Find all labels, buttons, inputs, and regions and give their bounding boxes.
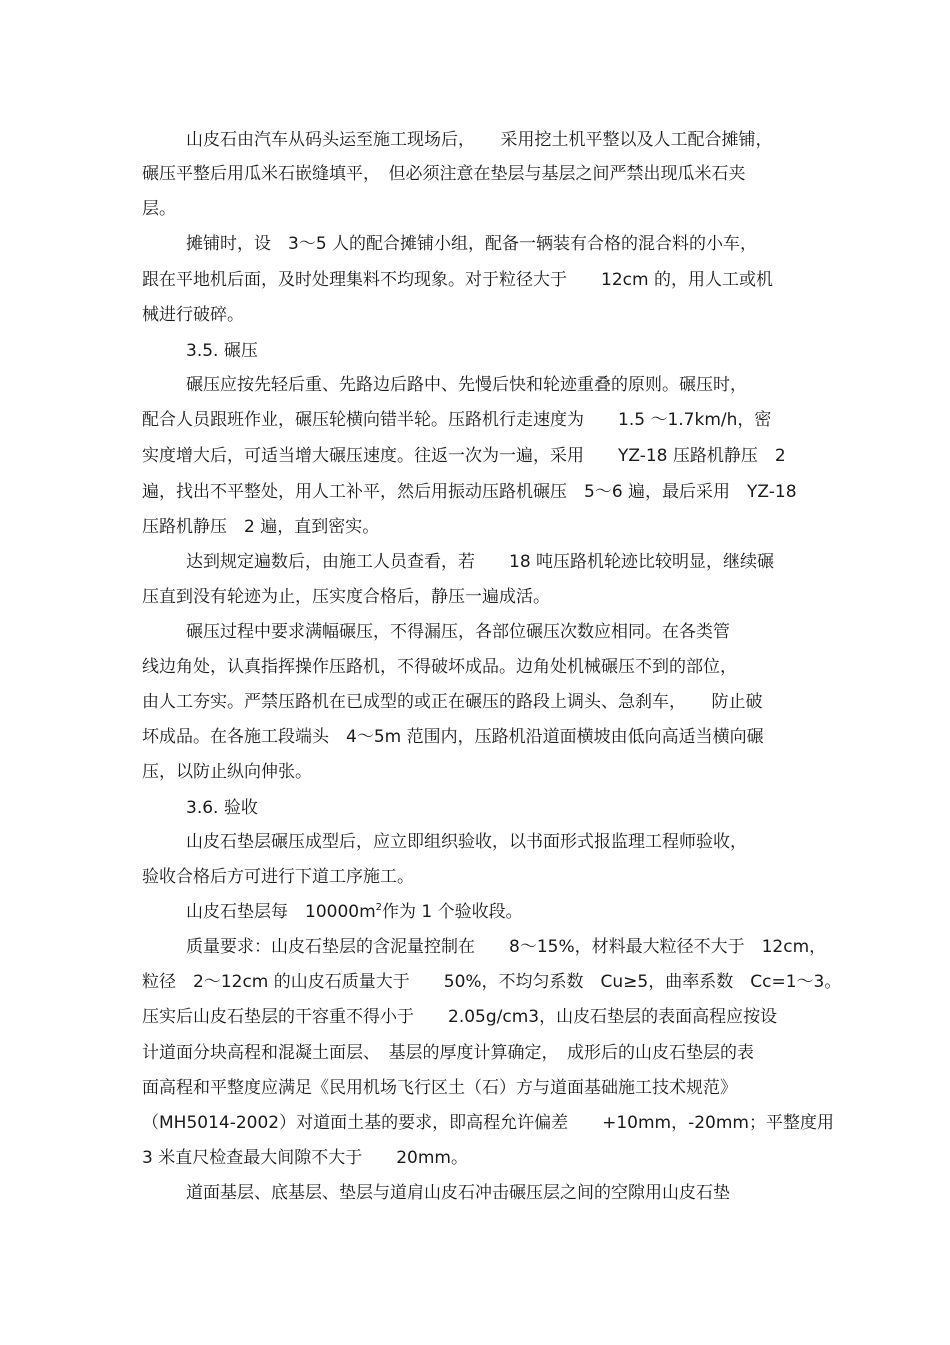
text-line: 压实后山皮石垫层的干容重不得小于 2.05g/cm3，山皮石垫层的表面高程应按设 (142, 1007, 778, 1027)
text-line: 碾压应按先轻后重、先路边后路中、先慢后快和轮迹重叠的原则。碾压时， (186, 375, 747, 395)
text-line: 粒径 2～12cm 的山皮石质量大于 50%，不均匀系数 Cu≥5，曲率系数 Cc=1～3。 (142, 972, 842, 992)
text-line: 摊铺时，设 3～5 人的配合摊铺小组，配备一辆装有合格的混合料的小车， (186, 234, 758, 254)
text-line: 线边角处，认真指挥操作压路机，不得破坏成品。边角处机械碾压不到的部位， (142, 657, 737, 677)
text-line: 计道面分块高程和混凝土面层、 基层的厚度计算确定， 成形后的山皮石垫层的表 (142, 1043, 754, 1063)
text-line: 碾压平整后用瓜米石嵌缝填平， 但必须注意在垫层与基层之间严禁出现瓜米石夹 (142, 164, 746, 184)
text-line: 验收合格后方可进行下道工序施工。 (142, 867, 414, 887)
text-line: 面高程和平整度应满足《民用机场飞行区土（石）方与道面基础施工技术规范》 (142, 1078, 737, 1098)
text-line: （MH5014-2002）对道面土基的要求，即高程允许偏差 +10mm，-20mm；平整度用 (142, 1113, 834, 1133)
text-line: 由人工夯实。严禁压路机在已成型的或正在碾压的路段上调头、急刹车， 防止破 (142, 692, 763, 712)
text-line: 道面基层、底基层、垫层与道肩山皮石冲击碾压层之间的空隙用山皮石垫 (186, 1183, 730, 1203)
text-line: 跟在平地机后面，及时处理集料不均现象。对于粒径大于 12cm 的，用人工或机 (142, 270, 773, 290)
text-line: 山皮石垫层碾压成型后，应立即组织验收，以书面形式报监理工程师验收， (186, 832, 747, 852)
superscript: 2 (375, 902, 383, 913)
text-line: 山皮石由汽车从码头运至施工现场后， 采用挖土机平整以及人工配合摊铺， (186, 130, 773, 150)
text-line: 层。 (142, 199, 176, 219)
text-line: 压路机静压 2 遍，直到密实。 (142, 517, 380, 537)
text-line: 实度增大后，可适当增大碾压速度。往返一次为一遍，采用 YZ-18 压路机静压 2 (142, 446, 786, 466)
text-line: 质量要求：山皮石垫层的含泥量控制在 8～15%，材料最大粒径不大于 12cm， (186, 937, 827, 957)
text-segment: 山皮石垫层每 10000m (186, 902, 376, 922)
text-line: 碾压过程中要求满幅碾压，不得漏压，各部位碾压次数应相同。在各类管 (186, 622, 730, 642)
text-segment: 作为 1 个验收段。 (382, 902, 523, 922)
section-heading: 3.5. 碾压 (186, 341, 258, 361)
text-line: 遍，找出不平整处，用人工补平，然后用振动压路机碾压 5～6 遍，最后采用 YZ-18 (142, 482, 797, 502)
text-line (186, 897, 523, 927)
text-line: 压，以防止纵向伸张。 (142, 762, 312, 782)
text-line: 坏成品。在各施工段端头 4～5m 范围内，压路机沿道面横坡由低向高适当横向碾 (142, 727, 764, 747)
section-heading: 3.6. 验收 (186, 798, 258, 818)
text-line: 3 米直尺检查最大间隙不大于 20mm。 (142, 1148, 468, 1168)
text-line: 械进行破碎。 (142, 305, 244, 325)
text-line: 压直到没有轮迹为止，压实度合格后，静压一遍成活。 (142, 587, 550, 607)
text-line: 达到规定遍数后，由施工人员查看，若 18 吨压路机轮迹比较明显，继续碾 (186, 552, 775, 572)
text-line: 配合人员跟班作业，碾压轮横向错半轮。压路机行走速度为 1.5 ～1.7km/h，密 (142, 410, 772, 430)
